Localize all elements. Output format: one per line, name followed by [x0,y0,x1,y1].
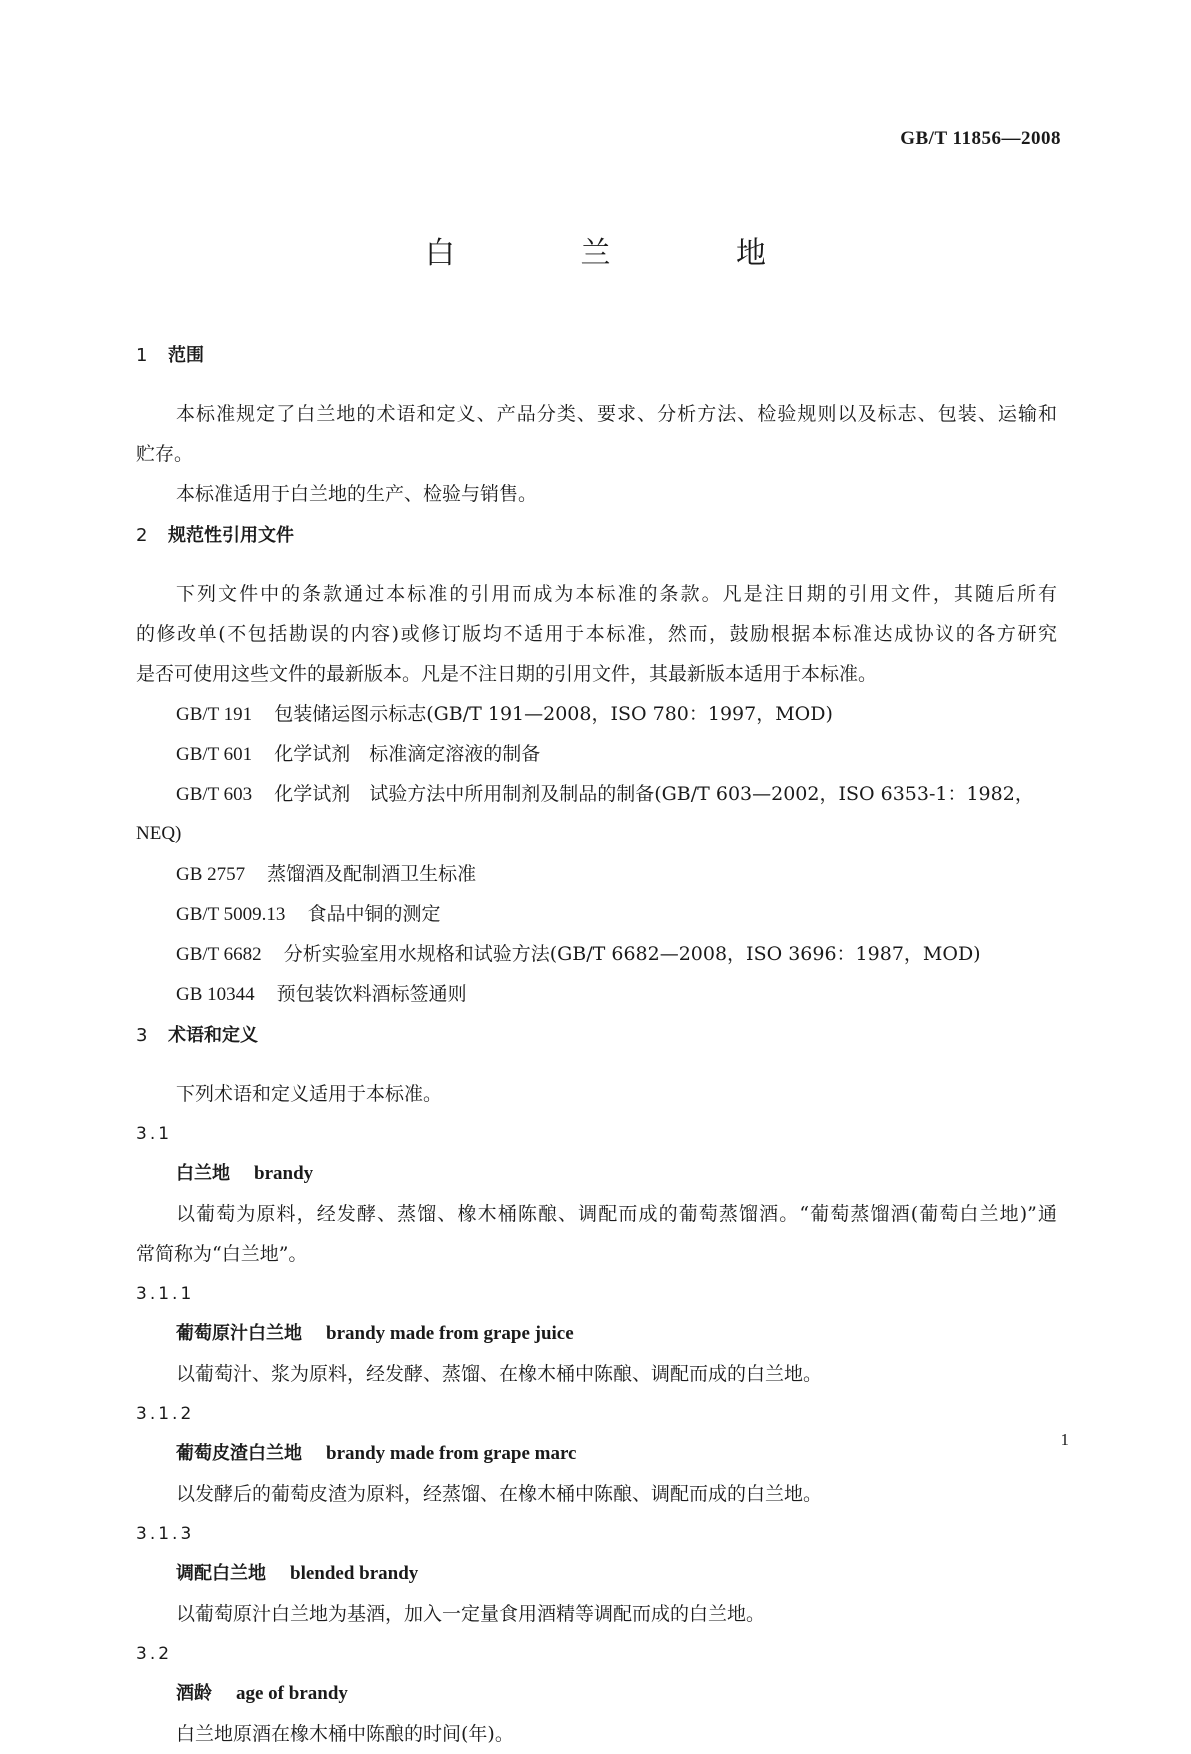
reference-item [136,974,1057,1014]
paragraph-continuation: 的修改单(不包括勘误的内容)或修订版均不适用于本标准，然而，鼓励根据本标准达成协议的各方研究 [136,623,1057,645]
reference-title: 包装储运图示标志(GB/T 191—2008，ISO 780：1997，MOD) [274,703,833,725]
section-number: 2 [136,525,148,546]
reference-item [136,774,1057,814]
term-definition: 以葡萄为原料，经发酵、蒸馏、橡木桶陈酿、调配而成的葡萄蒸馏酒。“葡萄蒸馏酒(葡萄白兰地)”通 [176,1203,1057,1225]
clause-number: 3.1 [136,1124,173,1144]
section-title: 范围 [168,345,204,366]
clause-number: 3.1.1 [136,1284,195,1304]
document-body [136,334,1057,1754]
term-english: brandy made from grape juice [326,1323,574,1344]
term-english: brandy made from grape marc [326,1443,577,1464]
term-chinese: 葡萄原汁白兰地 [176,1323,302,1344]
section-title: 规范性引用文件 [168,525,294,546]
section-3-heading [136,1014,1057,1058]
term-entry [136,1314,1057,1354]
term-english: blended brandy [290,1563,419,1584]
page-number: 1 [1060,1430,1069,1449]
section-2-heading [136,514,1057,558]
paragraph: 下列文件中的条款通过本标准的引用而成为本标准的条款。凡是注日期的引用文件，其随后所有 [176,583,1057,605]
paragraph-continuation: 是否可使用这些文件的最新版本。凡是不注日期的引用文件，其最新版本适用于本标准。 [136,663,878,685]
term-entry [136,1554,1057,1594]
reference-code: GB/T 603 [176,784,253,805]
paragraph: 本标准规定了白兰地的术语和定义、产品分类、要求、分析方法、检验规则以及标志、包装、运输和 [176,403,1057,425]
reference-title: 食品中铜的测定 [307,903,441,925]
term-english: brandy [254,1163,314,1184]
reference-title: 化学试剂 标准滴定溶液的制备 [274,743,541,765]
standard-code: GB/T 11856—2008 [900,128,1061,149]
reference-item [136,934,1057,974]
reference-code: GB/T 601 [176,744,253,765]
term-chinese: 调配白兰地 [176,1563,266,1584]
clause-number: 3.1.2 [136,1404,195,1424]
term-definition: 以葡萄汁、浆为原料，经发酵、蒸馏、在橡木桶中陈酿、调配而成的白兰地。 [176,1363,823,1385]
section-number: 3 [136,1025,148,1046]
reference-item [136,854,1057,894]
reference-code: GB/T 6682 [176,944,262,965]
term-definition: 白兰地原酒在橡木桶中陈酿的时间(年)。 [176,1723,514,1745]
section-1-heading [136,334,1057,378]
reference-title: 分析实验室用水规格和试验方法(GB/T 6682—2008，ISO 3696：1987，MOD) [283,943,981,965]
reference-item [136,734,1057,774]
term-english: age of brandy [236,1683,348,1704]
paragraph: 下列术语和定义适用于本标准。 [176,1083,443,1105]
reference-title: 预包装饮料酒标签通则 [276,983,467,1005]
section-title: 术语和定义 [168,1025,258,1046]
reference-continuation: NEQ) [136,823,182,844]
paragraph-continuation: 贮存。 [136,443,194,465]
term-chinese: 葡萄皮渣白兰地 [176,1443,302,1464]
document-title: 白 兰 地 [424,236,825,271]
term-chinese: 白兰地 [176,1163,230,1184]
reference-title: 化学试剂 试验方法中所用制剂及制品的制备(GB/T 603—2002，ISO 6353-1：1982， [274,783,1034,805]
clause-number: 3.2 [136,1644,173,1664]
section-number: 1 [136,345,148,366]
term-entry [136,1154,1057,1194]
reference-item [136,894,1057,934]
term-definition: 以发酵后的葡萄皮渣为原料，经蒸馏、在橡木桶中陈酿、调配而成的白兰地。 [176,1483,823,1505]
reference-code: GB 10344 [176,984,255,1005]
clause-number: 3.1.3 [136,1524,195,1544]
reference-code: GB/T 5009.13 [176,904,286,925]
reference-title: 蒸馏酒及配制酒卫生标准 [267,863,477,885]
reference-code: GB/T 191 [176,704,253,725]
paragraph: 本标准适用于白兰地的生产、检验与销售。 [176,483,538,505]
term-definition: 以葡萄原汁白兰地为基酒，加入一定量食用酒精等调配而成的白兰地。 [176,1603,766,1625]
term-definition-continuation: 常简称为“白兰地”。 [136,1243,308,1265]
reference-item [136,694,1057,734]
term-chinese: 酒龄 [176,1683,212,1704]
term-entry [136,1434,1057,1474]
reference-code: GB 2757 [176,864,246,885]
term-entry [136,1674,1057,1714]
